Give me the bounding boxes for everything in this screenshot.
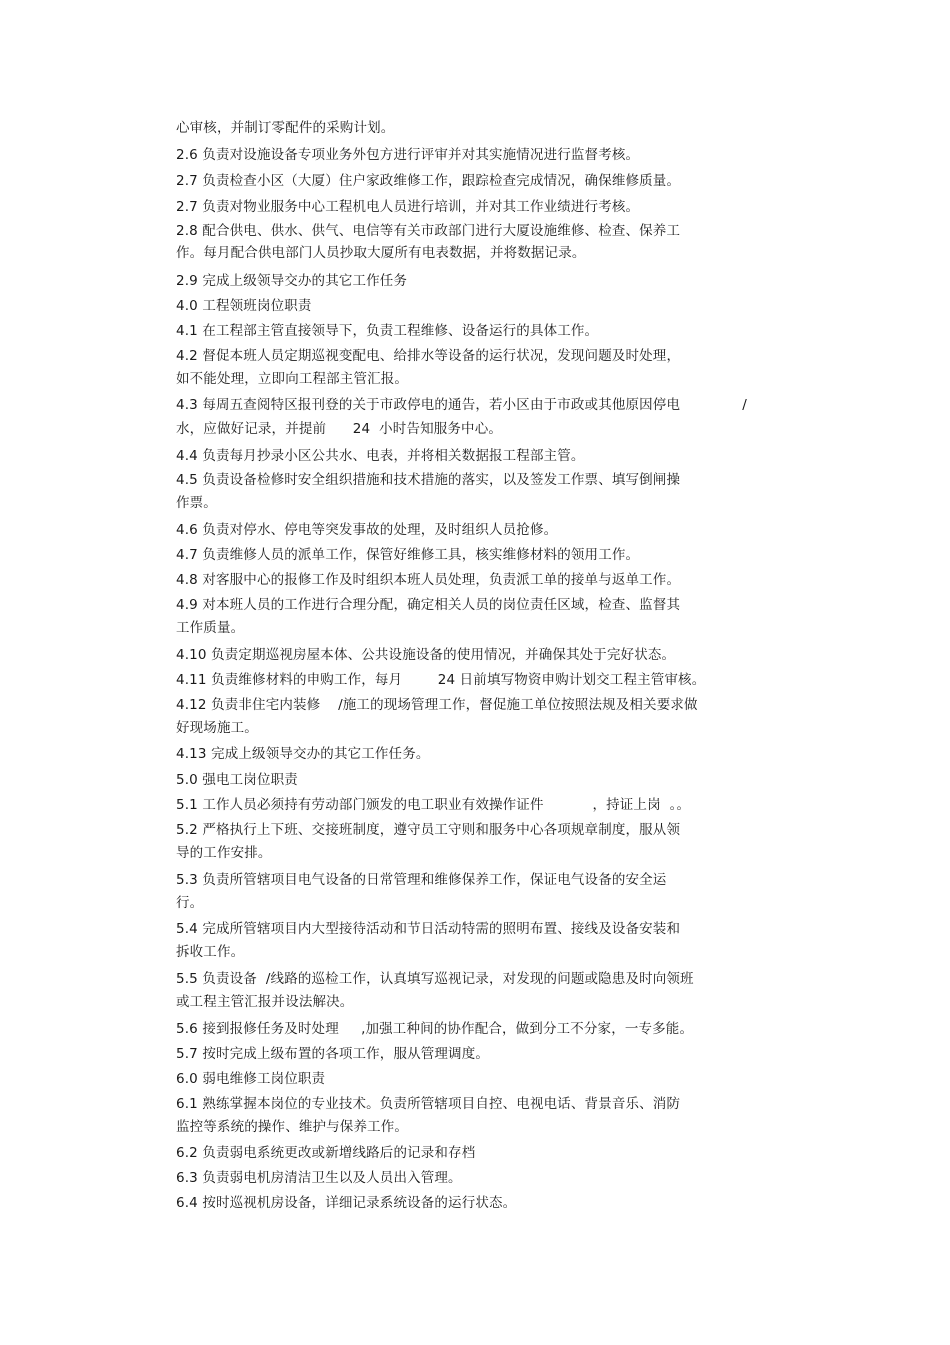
text-line: 4.2 督促本班人员定期巡视变配电、给排水等设备的运行状况，发现问题及时处理， [176, 348, 681, 364]
text-line: 4.8 对客服中心的报修工作及时组织本班人员处理，负责派工单的接单与返单工作。 [176, 572, 681, 588]
text-line: 5.6 接到报修任务及时处理 ,加强工种间的协作配合，做到分工不分家，一专多能。 [176, 1021, 694, 1037]
text-line: 4.5 负责设备检修时安全组织措施和技术措施的落实，以及签发工作票、填写倒闸操 [176, 472, 681, 488]
text-line: 5.3 负责所管辖项目电气设备的日常管理和维修保养工作，保证电气设备的安全运 [176, 872, 667, 888]
text-line: 拆收工作。 [176, 944, 245, 960]
section-heading: 5.0 强电工岗位职责 [176, 772, 298, 788]
text-line: 4.13 完成上级领导交办的其它工作任务。 [176, 746, 430, 762]
text-line: 5.7 按时完成上级布置的各项工作，服从管理调度。 [176, 1046, 490, 1062]
text-line: 6.2 负责弱电系统更改或新增线路后的记录和存档 [176, 1145, 476, 1161]
text-line: 4.12 负责非住宅内装修 /施工的现场管理工作，督促施工单位按照法规及相关要求做 [176, 697, 698, 713]
text-line: 6.3 负责弱电机房清洁卫生以及人员出入管理。 [176, 1170, 462, 1186]
text-line: 工作质量。 [176, 620, 245, 636]
text-line: 心审核，并制订零配件的采购计划。 [176, 120, 395, 136]
text-line: 5.5 负责设备 /线路的巡检工作，认真填写巡视记录，对发现的问题或隐患及时向领班 [176, 971, 694, 987]
text-line: 2.7 负责对物业服务中心工程机电人员进行培训，并对其工作业绩进行考核。 [176, 199, 640, 215]
text-line: 监控等系统的操作、维护与保养工作。 [176, 1119, 409, 1135]
text-line: 4.1 在工程部主管直接领导下，负责工程维修、设备运行的具体工作。 [176, 323, 599, 339]
text-line: 4.7 负责维修人员的派单工作，保管好维修工具，核实维修材料的领用工作。 [176, 547, 640, 563]
text-line: 5.4 完成所管辖项目内大型接待活动和节日活动特需的照明布置、接线及设备安装和 [176, 921, 681, 937]
text-line: 2.6 负责对设施设备专项业务外包方进行评审并对其实施情况进行监督考核。 [176, 147, 640, 163]
text-line: 5.1 工作人员必须持有劳动部门颁发的电工职业有效操作证件 ，持证上岗 。。 [176, 797, 691, 813]
text-line: 或工程主管汇报并设法解决。 [176, 994, 354, 1010]
text-line: 6.4 按时巡视机房设备，详细记录系统设备的运行状态。 [176, 1195, 517, 1211]
text-line: 如不能处理，立即向工程部主管汇报。 [176, 371, 409, 387]
text-line: 4.9 对本班人员的工作进行合理分配，确定相关人员的岗位责任区域，检查、监督其 [176, 597, 681, 613]
text-line: 行。 [176, 895, 204, 911]
text-line: 5.2 严格执行上下班、交接班制度，遵守员工守则和服务中心各项规章制度，服从领 [176, 822, 681, 838]
text-line: 作。每月配合供电部门人员抄取大厦所有电表数据，并将数据记录。 [176, 245, 586, 261]
text-line: 2.8 配合供电、供水、供气、电信等有关市政部门进行大厦设施维修、检查、保养工 [176, 223, 681, 239]
text-line: 4.6 负责对停水、停电等突发事故的处理，及时组织人员抢修。 [176, 522, 558, 538]
text-line: 水，应做好记录，并提前 24 小时告知服务中心。 [176, 421, 503, 437]
section-heading: 4.0 工程领班岗位职责 [176, 298, 312, 314]
text-line: 4.11 负责维修材料的申购工作，每月 24 日前填写物资申购计划交工程主管审核。 [176, 672, 706, 688]
text-line: 导的工作安排。 [176, 845, 272, 861]
text-line: 4.3 每周五查阅特区报刊登的关于市政停电的通告，若小区由于市政或其他原因停电 / [176, 397, 747, 413]
text-line: 2.9 完成上级领导交办的其它工作任务 [176, 273, 408, 289]
section-heading: 6.0 弱电维修工岗位职责 [176, 1071, 326, 1087]
text-line: 4.10 负责定期巡视房屋本体、公共设施设备的使用情况，并确保其处于完好状态。 [176, 647, 676, 663]
text-line: 6.1 熟练掌握本岗位的专业技术。负责所管辖项目自控、电视电话、背景音乐、消防 [176, 1096, 681, 1112]
text-line: 作票。 [176, 495, 217, 511]
text-line: 4.4 负责每月抄录小区公共水、电表，并将相关数据报工程部主管。 [176, 448, 585, 464]
text-line: 2.7 负责检查小区（大厦）住户家政维修工作，跟踪检查完成情况，确保维修质量。 [176, 173, 681, 189]
text-line: 好现场施工。 [176, 720, 258, 736]
